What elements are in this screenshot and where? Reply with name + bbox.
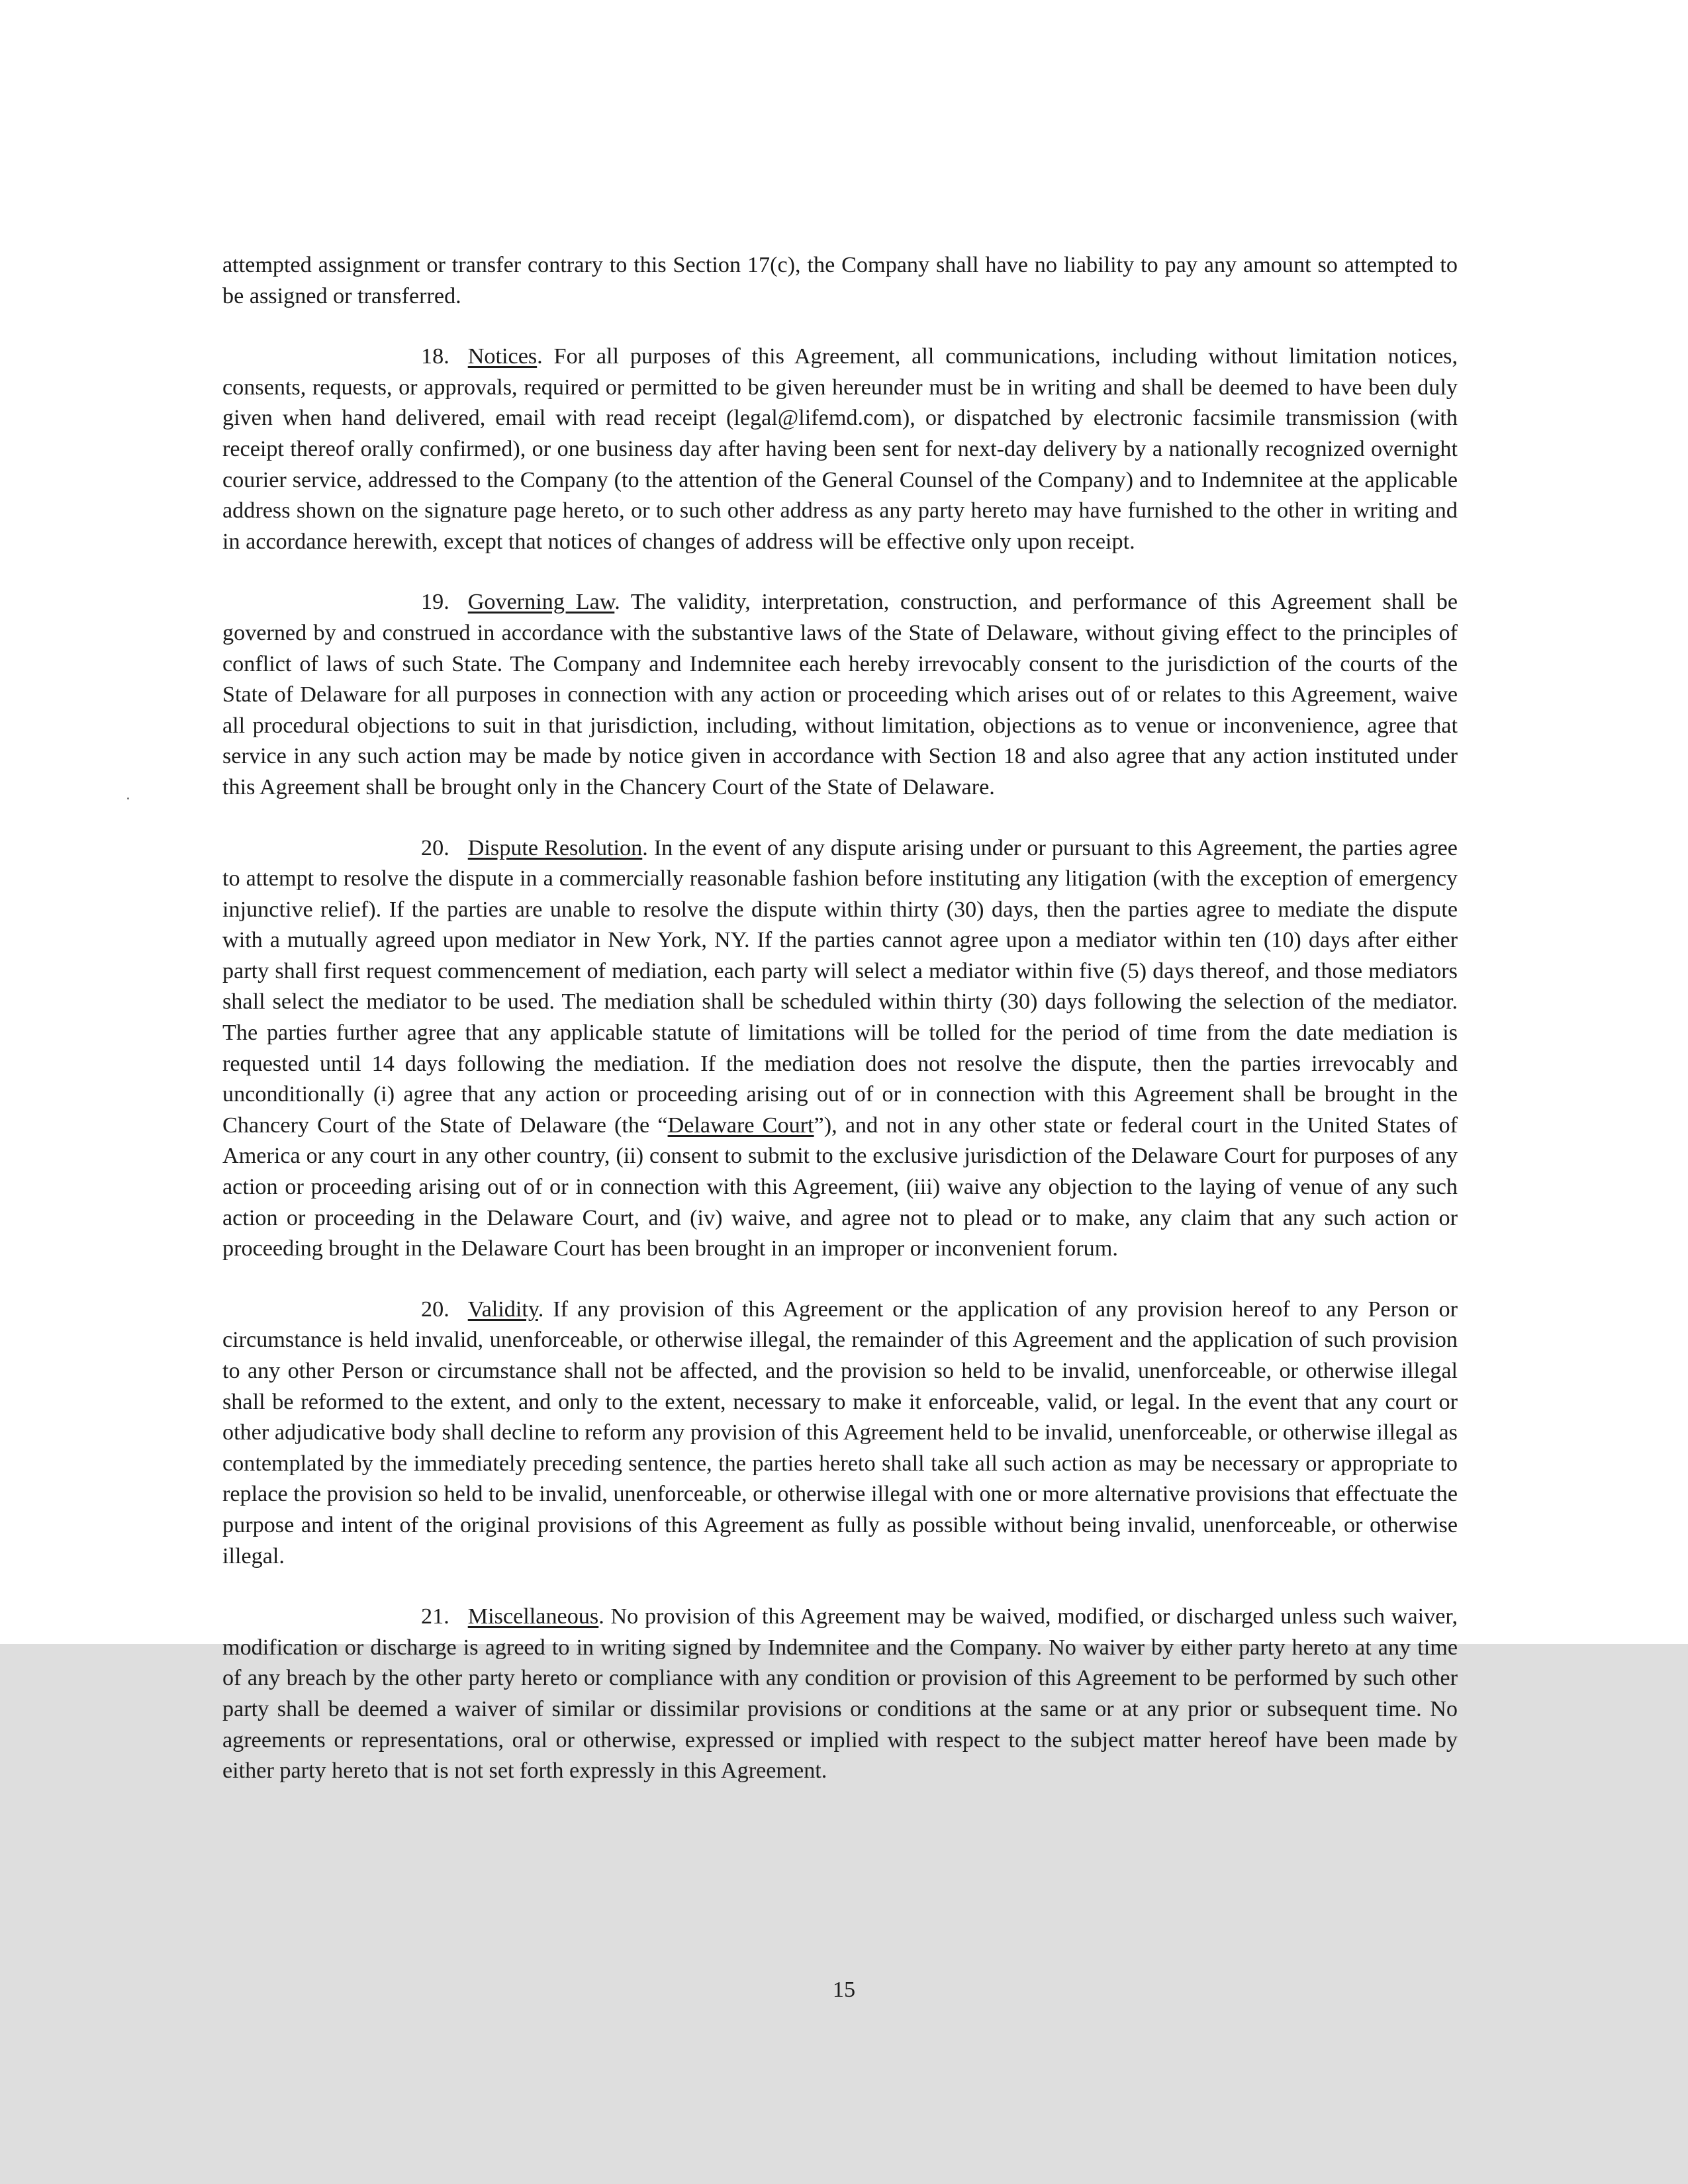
section-19-governing-law <box>222 587 1458 803</box>
scan-speck <box>127 797 129 799</box>
section-heading: Validity <box>467 1297 538 1322</box>
section-text: . For all purposes of this Agreement, all communications, including without limitation notices, consents, requests, or approvals, required or permitted to be given hereunder must be in writing and shall be deemed to have been duly given when hand delivered, email with read receipt (legal@lifemd.com), or dispatched by electronic facsimile transmission (with receipt thereof orally confirmed), or one business day after having been sent for next-day delivery by a nationally recognized overnight courier service, addressed to the Company (to the attention of the General Counsel of the Company) and to Indemnitee at the applicable address shown on the signature page hereto, or to such other address as any party hereto may have furnished to the other in writing and in accordance herewith, except that notices of changes of address will be effective only upon receipt. <box>222 344 1458 554</box>
section-heading: Miscellaneous <box>467 1604 599 1629</box>
section-text: . The validity, interpretation, construction, and performance of this Agreement shall be governed by and construed in accordance with the substantive laws of the State of Delaware, without giving effect to the principles of conflict of laws of such State. The Company and Indemnitee each hereby irrevocably consent to the jurisdiction of the courts of the State of Delaware for all purposes in connection with any action or proceeding which arises out of or relates to this Agreement, waive all procedural objections to suit in that jurisdiction, including, without limitation, objections as to venue or inconvenience, agree that service in any such action may be made by notice given in accordance with Section 18 and also agree that any action instituted under this Agreement shall be brought only in the Chancery Court of the State of Delaware. <box>222 590 1458 799</box>
defined-term: Delaware Court <box>667 1113 814 1138</box>
section-21-miscellaneous <box>222 1602 1458 1787</box>
section-text: . No provision of this Agreement may be waived, modified, or discharged unless such waiver, modification or discharge is agreed to in writing signed by Indemnitee and the Company. No waiver by either party hereto at any time of any breach by the other party hereto or compliance with any condition or provision of this Agreement to be performed by such other party shall be deemed a waiver of similar or dissimilar provisions or conditions at the same or at any prior or subsequent time. No agreements or representations, oral or otherwise, expressed or implied with respect to the subject matter hereof have been made by either party hereto that is not set forth expressly in this Agreement. <box>222 1604 1458 1784</box>
document-body <box>222 250 1458 1817</box>
section-text: . If any provision of this Agreement or the application of any provision hereof to any Person or circumstance is held invalid, unenforceable, or otherwise illegal, the remainder of this Agreement and the application of such provision to any other Person or circumstance shall not be affected, and the provision so held to be invalid, unenforceable, or otherwise illegal shall be reformed to the extent, and only to the extent, necessary to make it enforceable, valid, or legal. In the event that any court or other adjudicative body shall decline to reform any provision of this Agreement held to be invalid, unenforceable, or otherwise illegal as contemplated by the immediately preceding sentence, the parties hereto shall take all such action as may be necessary or appropriate to replace the provision so held to be invalid, unenforceable, or otherwise illegal with one or more alternative provisions that effectuate the purpose and intent of the original provisions of this Agreement as fully as possible without being invalid, unenforceable, or otherwise illegal. <box>222 1297 1458 1569</box>
intro-paragraph: attempted assignment or transfer contrary to this Section 17(c), the Company shall have no liability to pay any amount so attempted to be assigned or transferred. <box>222 253 1458 308</box>
section-number: 20. <box>421 1297 449 1322</box>
section-number: 18. <box>421 344 449 369</box>
section-heading: Governing Law <box>467 590 615 615</box>
section-text-continued: ”), and not in any other state or federal court in the United States of America or any court in any other country, (ii) consent to submit to the exclusive jurisdiction of the Delaware Court for purposes of any action or proceeding arising out of or in connection with this Agreement, (iii) waive any objection to the laying of venue of any such action or proceeding in the Delaware Court, and (iv) waive, and agree not to plead or to make, any claim that any such action or proceeding brought in the Delaware Court has been brought in an improper or inconvenient forum. <box>222 1113 1458 1261</box>
section-20-dispute-resolution <box>222 833 1458 1265</box>
section-text: . In the event of any dispute arising under or pursuant to this Agreement, the parties agree to attempt to resolve the dispute in a commercially reasonable fashion before instituting any litigation (with the exception of emergency injunctive relief). If the parties are unable to resolve the dispute within thirty (30) days, then the parties agree to mediate the dispute with a mutually agreed upon mediator in New York, NY. If the parties cannot agree upon a mediator within ten (10) days after either party shall first request commencement of mediation, each party will select a mediator within five (5) days thereof, and those mediators shall select the mediator to be used. The mediation shall be scheduled within thirty (30) days following the selection of the mediator. The parties further agree that any applicable statute of limitations will be tolled for the period of time from the date mediation is requested until 14 days following the mediation. If the mediation does not resolve the dispute, then the parties irrevocably and unconditionally (i) agree that any action or proceeding arising out of or in connection with this Agreement shall be brought in the Chancery Court of the State of Delaware (the “ <box>222 835 1458 1138</box>
section-heading: Dispute Resolution <box>467 835 643 860</box>
section-18-notices <box>222 341 1458 557</box>
section-heading: Notices <box>467 344 538 369</box>
section-number: 19. <box>421 590 449 615</box>
section-20-validity <box>222 1295 1458 1572</box>
section-number: 21. <box>421 1604 449 1629</box>
section-number: 20. <box>421 835 449 860</box>
page-number: 15 <box>832 1978 856 2002</box>
